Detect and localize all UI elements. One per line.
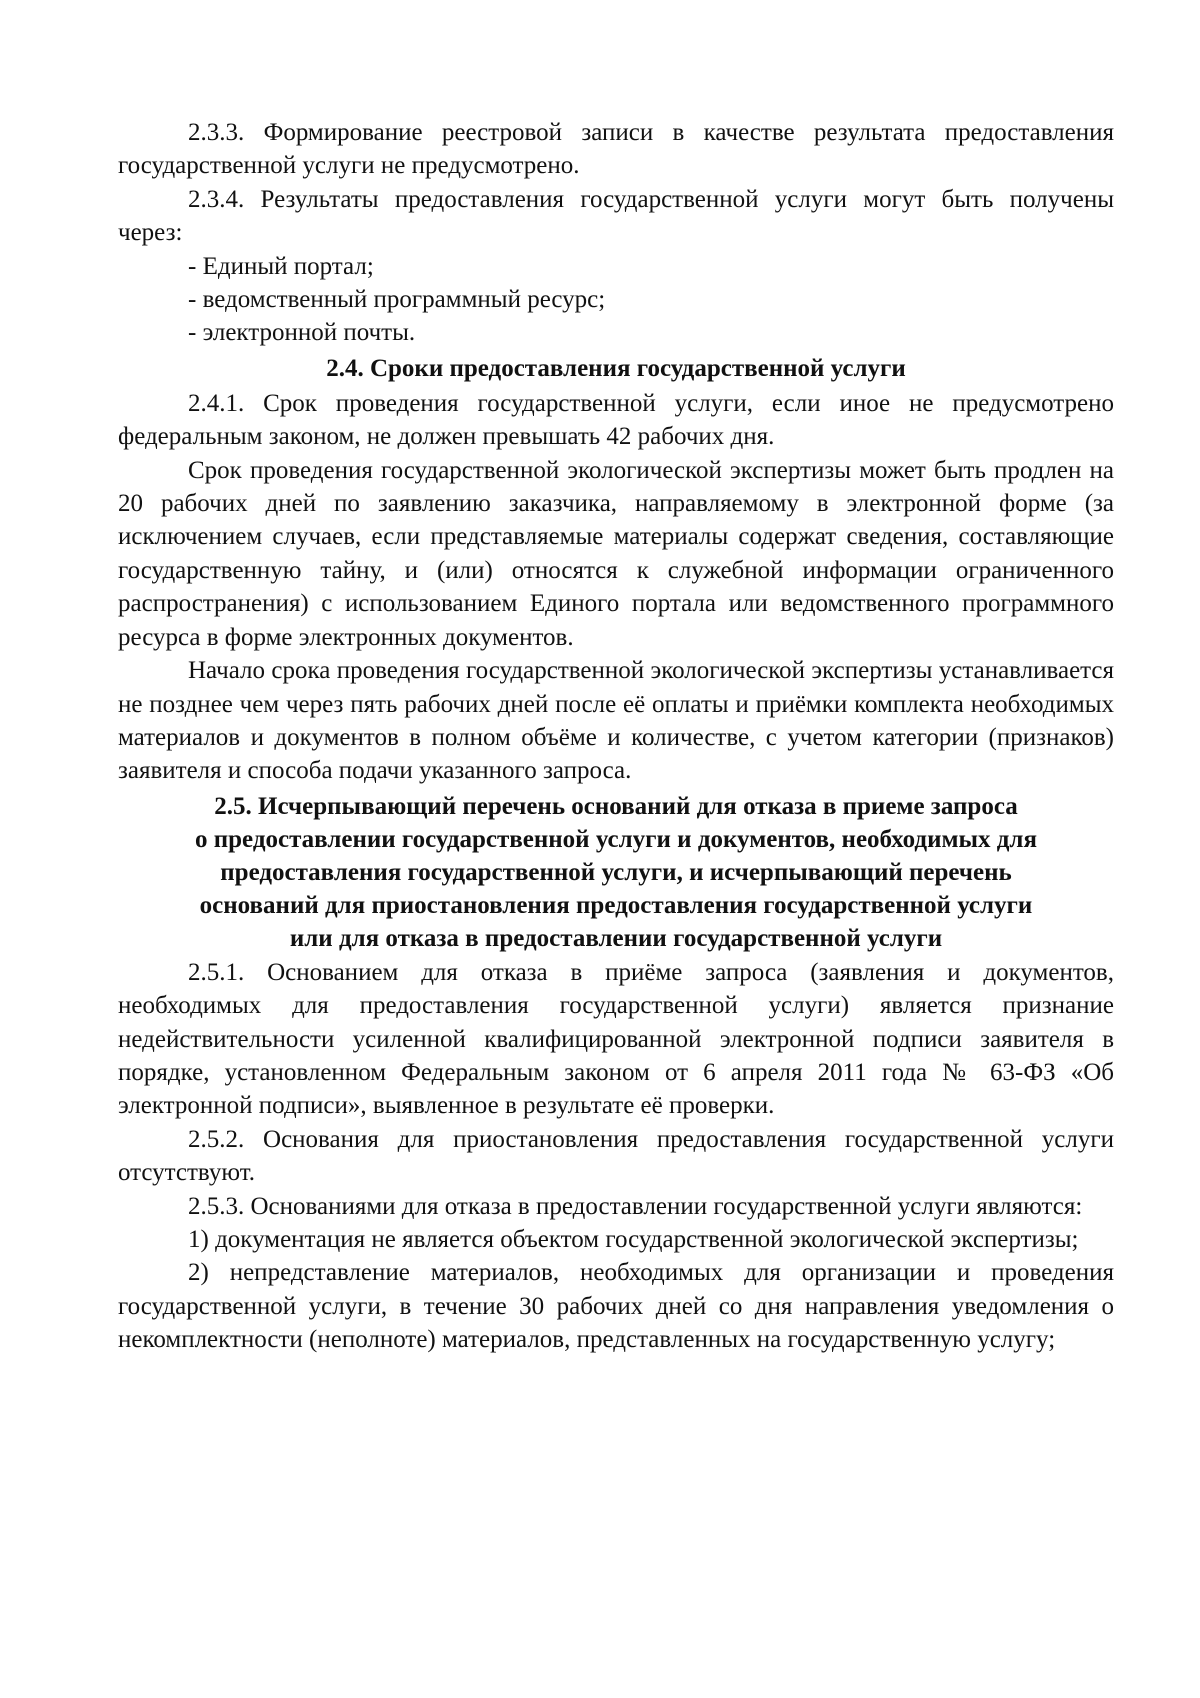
paragraph-2-5-2: 2.5.2. Основания для приостановления предоставления государственной услуги отсутствуют. xyxy=(118,1125,1114,1187)
section-heading-2-5-line: или для отказа в предоставлении государственной услуги xyxy=(289,924,943,952)
paragraph-2-4-1: 2.4.1. Срок проведения государственной услуги, если иное не предусмотрено федеральным законом, не должен превышать 42 рабочих дня. xyxy=(118,389,1114,451)
section-heading-2-5-line: оснований для приостановления предоставления государственной услуги xyxy=(199,891,1033,919)
section-heading-2-4: 2.4. Сроки предоставления государственной услуги xyxy=(326,354,906,382)
paragraph-2-3-4: 2.3.4. Результаты предоставления государственной услуги могут быть получены через: xyxy=(118,185,1114,247)
paragraph-2-5-3: 2.5.3. Основаниями для отказа в предоставлении государственной услуги являются: xyxy=(188,1192,1083,1220)
paragraph-2-5-3-item-1: 1) документация не является объектом государственной экологической экспертизы; xyxy=(188,1225,1079,1253)
paragraph-2-4-1-start: Начало срока проведения государственной экологической экспертизы устанавливается не позднее чем через пять рабочих дней после её оплаты и приёмки комплекта необходимых материалов и документов в полном объёме и количестве, с учетом категории (признаков) заявителя и способа подачи указанного запроса. xyxy=(118,657,1114,785)
paragraph-2-3-3: 2.3.3. Формирование реестровой записи в качестве результата предоставления государственной услуги не предусмотрено. xyxy=(118,119,1114,180)
section-heading-2-5 xyxy=(118,790,1114,955)
section-heading-2-5-line: о предоставлении государственной услуги и документов, необходимых для xyxy=(195,825,1037,853)
list-item-departmental-resource: - ведомственный программный ресурс; xyxy=(188,286,606,314)
paragraph-2-5-3-item-2: 2) непредставление материалов, необходимых для организации и проведения государственной услуги, в течение 30 рабочих дней со дня направления уведомления о некомплектности (неполноте) материалов, представленных на государственную услугу; xyxy=(118,1259,1114,1354)
paragraph-2-4-1-extension: Срок проведения государственной экологической экспертизы может быть продлен на 20 рабочих дней по заявлению заказчика, направляемому в электронной форме (за исключением случаев, если представляемые материалы содержат сведения, составляющие государственную тайну, и (или) относятся к служебной информации ограниченного распространения) с использованием Единого портала или ведомственного программного ресурса в форме электронных документов. xyxy=(118,456,1114,651)
list-item-email: - электронной почты. xyxy=(188,319,416,347)
section-heading-2-5-line: предоставления государственной услуги, и исчерпывающий перечень xyxy=(220,858,1012,886)
document-page xyxy=(118,116,1114,1357)
section-heading-2-5-line: 2.5. Исчерпывающий перечень оснований для отказа в приеме запроса xyxy=(214,792,1018,820)
paragraph-2-5-1: 2.5.1. Основанием для отказа в приёме запроса (заявления и документов, необходимых для предоставления государственной услуги) является признание недействительности усиленной квалифицированной электронной подписи заявителя в порядке, установленном Федеральным законом от 6 апреля 2011 года № 63-ФЗ «Об электронной подписи», выявленное в результате её проверки. xyxy=(118,958,1114,1120)
list-item-single-portal: - Единый портал; xyxy=(188,252,374,280)
